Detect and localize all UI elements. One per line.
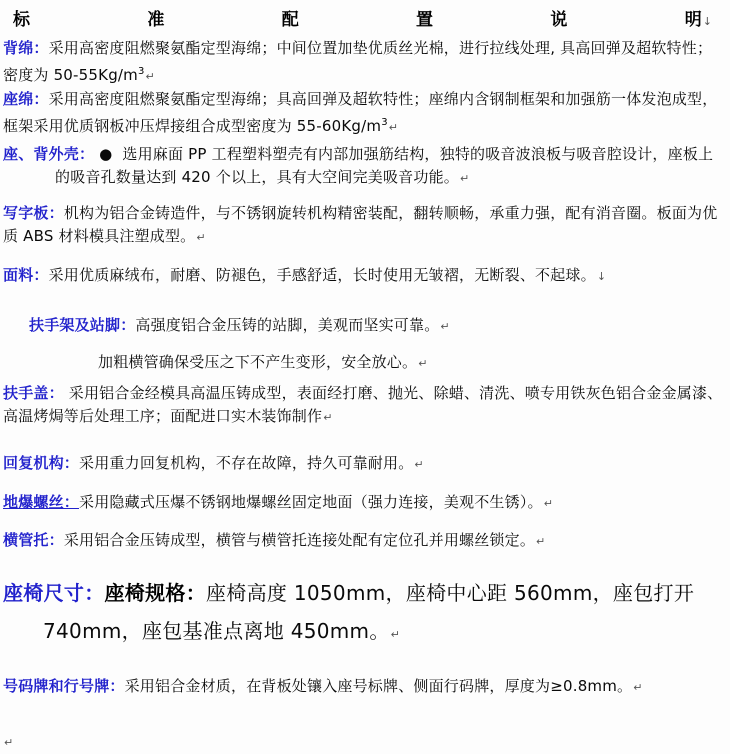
spec-paragraph-fabric — [3, 264, 726, 288]
spec-text: 采用高密度阻燃聚氨酯定型海绵；具高回弹及超软特性；座绵内含钢制框架和加强筋一体发泡成型，框架采用优质钢板冲压焊接组合成型密度为 55-60Kg/m — [3, 90, 718, 135]
title-char: 置 — [416, 10, 434, 30]
superscript: 3 — [381, 117, 388, 128]
spec-text: 加粗横管确保受压之下不产生变形，安全放心。 — [98, 353, 418, 371]
spec-text: 机构为铝合金铸造件，与不锈钢旋转机构精密装配，翻转顺畅，承重力强，配有消音圈。板面为优质 ABS 材料模具注塑成型。 — [3, 204, 718, 245]
spec-text: 座椅高度 1050mm，座椅中心距 560mm，座包打开 740mm，座包基准点离地 450mm。 — [43, 581, 695, 643]
spec-paragraph-anchor-screws — [3, 491, 726, 515]
spec-paragraph-shell — [3, 143, 726, 190]
spec-label: 横管托： — [3, 531, 64, 549]
spec-label: 扶手盖： — [3, 384, 64, 402]
spec-label: 回复机构： — [3, 454, 80, 472]
spec-label: 面料： — [3, 266, 49, 284]
paragraph-mark: ↵ — [390, 628, 401, 641]
spec-paragraph-back-foam — [3, 37, 726, 88]
spec-paragraph-writing-pad — [3, 202, 726, 249]
bullet-icon: ● — [99, 145, 113, 163]
paragraph-mark: ↵ — [536, 535, 546, 548]
spec-paragraph-armrest-tube — [98, 351, 726, 375]
paragraph-mark: ↵ — [196, 231, 206, 244]
paragraph-mark: ↵ — [388, 121, 399, 134]
spec-label: 座椅尺寸： — [3, 581, 105, 605]
paragraph-mark: ↵ — [145, 70, 155, 83]
spec-paragraph-return-mechanism — [3, 452, 726, 476]
title-char: 配 — [281, 10, 299, 30]
spec-text: 采用隐藏式压爆不锈钢地爆螺丝固定地面（强力连接，美观不生锈）。 — [79, 493, 543, 511]
title-char: 说 — [550, 10, 568, 30]
title-char: 明 — [684, 10, 702, 30]
paragraph-mark: ↵ — [418, 357, 428, 370]
paragraph-mark: ↵ — [440, 320, 450, 333]
spec-text: 采用铝合金经模具高温压铸成型，表面经打磨、抛光、除蜡、清洗、喷专用铁灰色铝合金金属漆、高温烤焗等后处理工序；面配进口实木装饰制作 — [3, 384, 723, 425]
empty-paragraph — [3, 730, 726, 754]
paragraph-mark: ↵ — [323, 411, 333, 424]
spec-label: 号码牌和行号牌： — [3, 677, 125, 695]
paragraph-mark: ↵ — [4, 736, 14, 749]
spec-label: 背绵： — [3, 39, 49, 57]
document-title — [3, 3, 726, 30]
superscript: 3 — [137, 66, 145, 77]
spec-label: 座绵： — [3, 90, 49, 108]
paragraph-mark: ↵ — [459, 172, 470, 185]
spec-label: 扶手架及站脚： — [29, 316, 136, 334]
spec-text: 采用高密度阻燃聚氨酯定型海绵；中间位置加垫优质丝光棉，进行拉线处理, 具高回弹及超软特性；密度为 50-55Kg/m — [3, 39, 713, 84]
spec-text: 高强度铝合金压铸的站脚，美观而坚实可靠。 — [135, 316, 440, 334]
paragraph-mark: ↵ — [633, 681, 643, 694]
title-char-last — [685, 5, 712, 30]
spec-paragraph-tube-bracket — [3, 529, 726, 553]
spec-text: 采用优质麻绒布，耐磨、防褪色，手感舒适，长时使用无皱褶，无断裂、不起球。 — [48, 266, 596, 284]
title-char: 准 — [147, 10, 165, 30]
spec-label: 写字板： — [3, 204, 64, 222]
paragraph-mark: ↵ — [414, 458, 424, 471]
spec-paragraph-number-plates — [3, 675, 726, 699]
title-char: 标 — [13, 10, 30, 30]
spec-paragraph-seat-foam — [3, 88, 726, 139]
spec-text: 选用麻面 PP 工程塑料塑壳有内部加强筋结构，独特的吸音波浪板与吸音腔设计，座板上的吸音孔数量达到 420 个以上，具有大空间完美吸音功能。 — [55, 145, 714, 186]
spec-paragraph-seat-dimensions — [3, 574, 726, 654]
spec-text: 采用重力回复机构，不存在故障，持久可靠耐用。 — [79, 454, 414, 472]
spec-label: 地爆螺丝： — [3, 493, 80, 511]
spec-sublabel: 座椅规格： — [104, 581, 206, 605]
spec-paragraph-armrest-legs — [29, 314, 726, 338]
line-break-mark: ↓ — [702, 15, 712, 28]
spec-label: 座、背外壳： — [3, 145, 95, 163]
paragraph-mark: ↵ — [543, 497, 554, 510]
spec-paragraph-armrest-cover — [3, 382, 726, 429]
line-break-mark: ↓ — [596, 270, 607, 283]
spec-text: 采用铝合金材质，在背板处镶入座号标牌、侧面行码牌，厚度为≥0.8mm。 — [124, 677, 633, 695]
spec-text: 采用铝合金压铸成型，横管与横管托连接处配有定位孔并用螺丝锁定。 — [63, 531, 536, 549]
